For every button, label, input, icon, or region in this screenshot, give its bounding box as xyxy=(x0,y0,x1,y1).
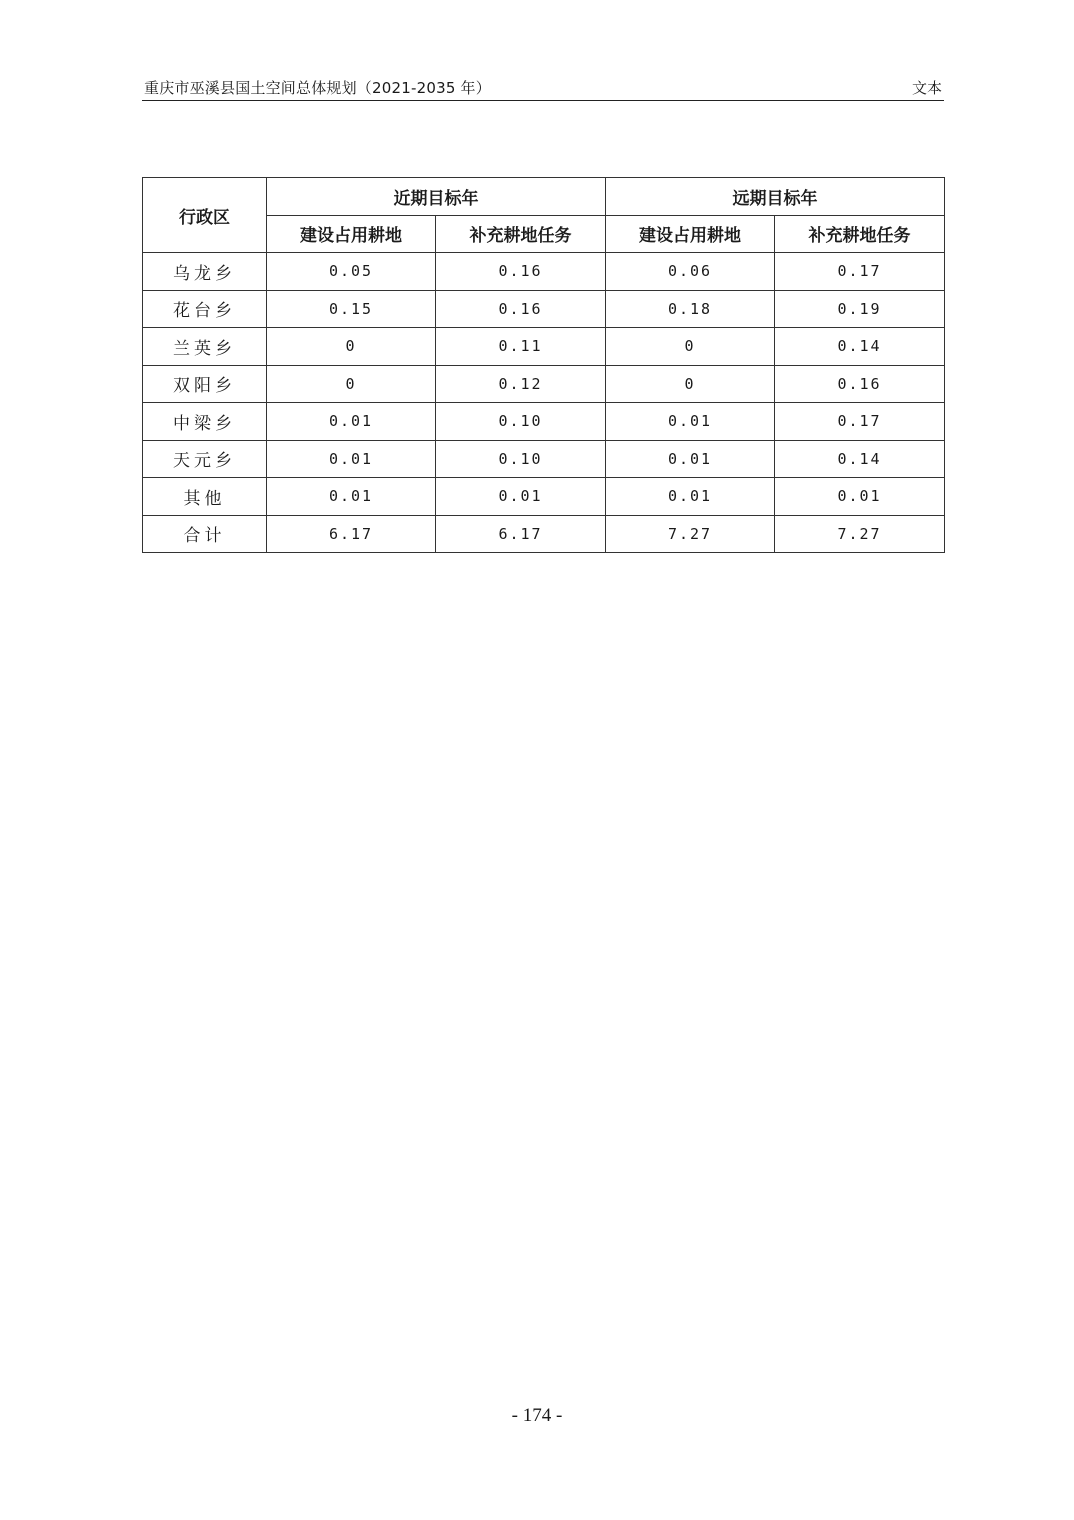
far-supplement-cell: 0.17 xyxy=(775,403,945,441)
far-supplement-cell: 0.19 xyxy=(775,290,945,328)
far-supplement-cell: 7.27 xyxy=(775,515,945,553)
region-cell: 双阳乡 xyxy=(143,365,267,403)
table-row xyxy=(143,365,945,403)
header-near-build: 建设占用耕地 xyxy=(267,215,436,253)
region-cell: 其他 xyxy=(143,478,267,516)
header-region: 行政区 xyxy=(143,178,267,253)
near-build-cell: 0.01 xyxy=(267,440,436,478)
region-cell: 兰英乡 xyxy=(143,328,267,366)
near-build-cell: 0.01 xyxy=(267,403,436,441)
page-header xyxy=(142,76,944,101)
far-build-cell: 0.01 xyxy=(606,478,775,516)
near-supplement-cell: 0.12 xyxy=(436,365,606,403)
document-title: 重庆市巫溪县国土空间总体规划（2021-2035 年） xyxy=(144,79,491,97)
far-supplement-cell: 0.16 xyxy=(775,365,945,403)
section-label: 文本 xyxy=(911,79,942,97)
table-row xyxy=(143,253,945,291)
region-cell: 花台乡 xyxy=(143,290,267,328)
far-build-cell: 0.01 xyxy=(606,440,775,478)
farmland-table xyxy=(142,177,945,553)
near-build-cell: 0.01 xyxy=(267,478,436,516)
far-supplement-cell: 0.17 xyxy=(775,253,945,291)
far-build-cell: 7.27 xyxy=(606,515,775,553)
far-build-cell: 0.18 xyxy=(606,290,775,328)
region-cell: 天元乡 xyxy=(143,440,267,478)
table-row xyxy=(143,478,945,516)
far-supplement-cell: 0.14 xyxy=(775,328,945,366)
far-build-cell: 0 xyxy=(606,328,775,366)
header-far-supplement: 补充耕地任务 xyxy=(775,215,945,253)
near-supplement-cell: 0.11 xyxy=(436,328,606,366)
region-cell: 中梁乡 xyxy=(143,403,267,441)
header-near-supplement: 补充耕地任务 xyxy=(436,215,606,253)
far-supplement-cell: 0.01 xyxy=(775,478,945,516)
far-supplement-cell: 0.14 xyxy=(775,440,945,478)
near-supplement-cell: 0.10 xyxy=(436,440,606,478)
page-number: - 174 - xyxy=(511,1405,563,1426)
near-supplement-cell: 0.16 xyxy=(436,253,606,291)
table-header-row-1 xyxy=(143,178,945,216)
near-build-cell: 0 xyxy=(267,365,436,403)
table-row xyxy=(143,290,945,328)
header-group-near: 近期目标年 xyxy=(267,178,606,216)
header-far-build: 建设占用耕地 xyxy=(606,215,775,253)
region-cell: 乌龙乡 xyxy=(143,253,267,291)
table-row xyxy=(143,440,945,478)
table-row xyxy=(143,515,945,553)
table-row xyxy=(143,403,945,441)
near-build-cell: 0.15 xyxy=(267,290,436,328)
table-row xyxy=(143,328,945,366)
near-supplement-cell: 0.16 xyxy=(436,290,606,328)
near-build-cell: 6.17 xyxy=(267,515,436,553)
far-build-cell: 0.01 xyxy=(606,403,775,441)
near-build-cell: 0 xyxy=(267,328,436,366)
far-build-cell: 0.06 xyxy=(606,253,775,291)
far-build-cell: 0 xyxy=(606,365,775,403)
region-cell: 合计 xyxy=(143,515,267,553)
near-supplement-cell: 0.01 xyxy=(436,478,606,516)
near-supplement-cell: 0.10 xyxy=(436,403,606,441)
table-body xyxy=(143,253,945,553)
near-supplement-cell: 6.17 xyxy=(436,515,606,553)
near-build-cell: 0.05 xyxy=(267,253,436,291)
header-group-far: 远期目标年 xyxy=(606,178,945,216)
